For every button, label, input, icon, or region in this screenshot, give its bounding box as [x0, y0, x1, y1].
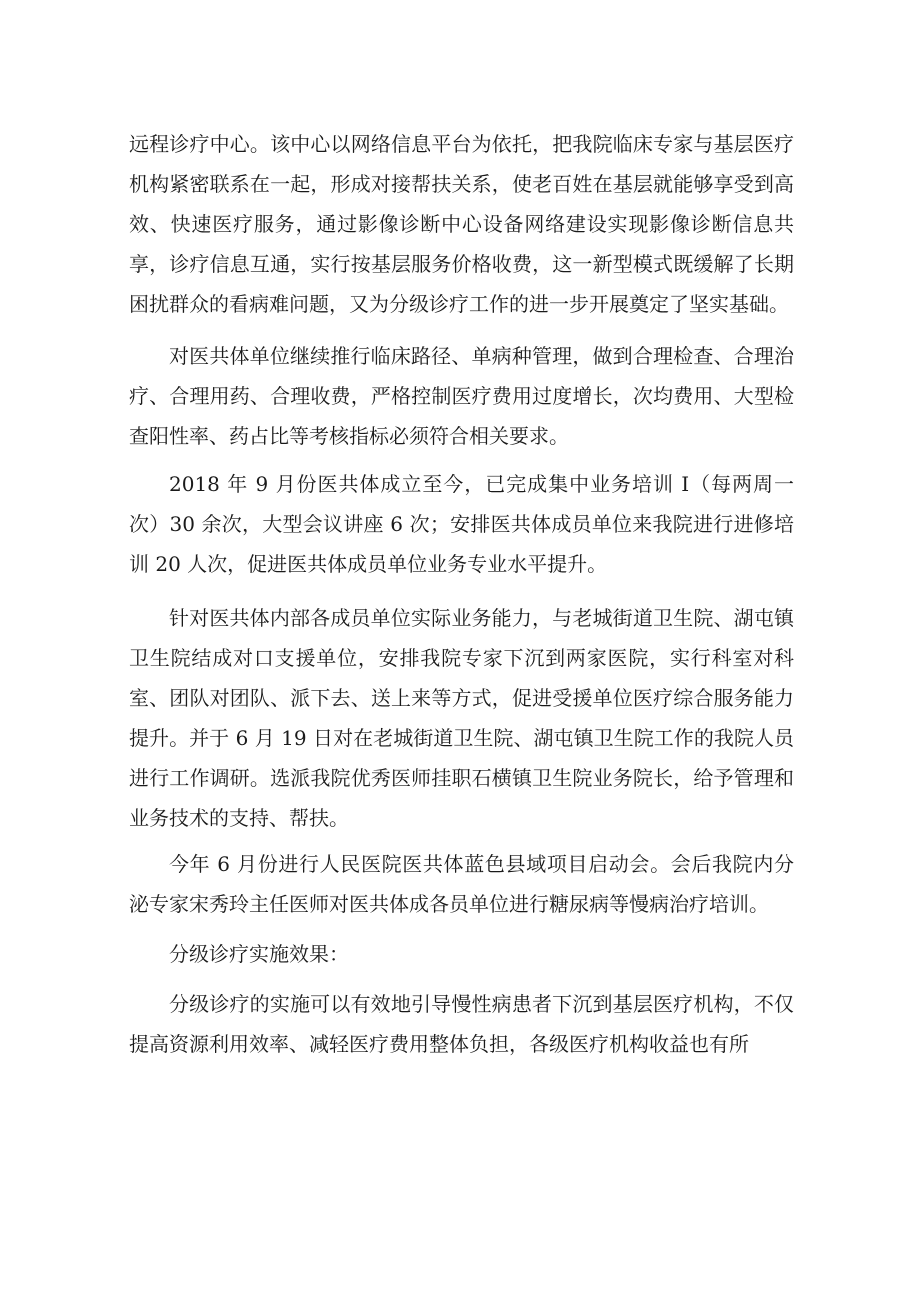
- paragraph-support-units: 针对医共体内部各成员单位实际业务能力，与老城街道卫生院、湖屯镇卫生院结成对口支援单位，安排我院专家下沉到两家医院，实行科室对科室、团队对团队、派下去、送上来等方式，促进受援单位医疗综合服务能力提升。并于 6 月 19 日对在老城街道卫生院、湖屯镇卫生院工作的我院人员进行工作调研。选派我院优秀医师挂职石横镇卫生院业务院长，给予管理和业务技术的支持、帮扶。: [129, 606, 794, 830]
- paragraph-clinical-pathway: 对医共体单位继续推行临床路径、单病种管理，做到合理检查、合理治疗、合理用药、合理收费，严格控制医疗费用过度增长，次均费用、大型检查阳性率、药占比等考核指标必须符合相关要求。: [129, 344, 794, 448]
- paragraph-training: 2018 年 9 月份医共体成立至今，已完成集中业务培训 I（每两周一次）30 余次，大型会议讲座 6 次；安排医共体成员单位来我院进行进修培训 20 人次，促进医共体成员单位业务专业水平提升。: [129, 472, 794, 576]
- paragraph-launch-meeting: 今年 6 月份进行人民医院医共体蓝色县域项目启动会。会后我院内分泌专家宋秀玲主任医师对医共体成各员单位进行糖尿病等慢病治疗培训。: [129, 852, 794, 916]
- section-heading-effects: 分级诊疗实施效果：: [169, 942, 349, 966]
- paragraph-remote-center: 远程诊疗中心。该中心以网络信息平台为依托，把我院临床专家与基层医疗机构紧密联系在一起，形成对接帮扶关系，使老百姓在基层就能够享受到高效、快速医疗服务，通过影像诊断中心设备网络建设实现影像诊断信息共享，诊疗信息互通，实行按基层服务价格收费，这一新型模式既缓解了长期困扰群众的看病难问题，又为分级诊疗工作的进一步开展奠定了坚实基础。: [129, 132, 794, 316]
- paragraph-effects: 分级诊疗的实施可以有效地引导慢性病患者下沉到基层医疗机构，不仅提高资源利用效率、减轻医疗费用整体负担，各级医疗机构收益也有所: [129, 992, 794, 1056]
- document-body: [129, 124, 794, 1064]
